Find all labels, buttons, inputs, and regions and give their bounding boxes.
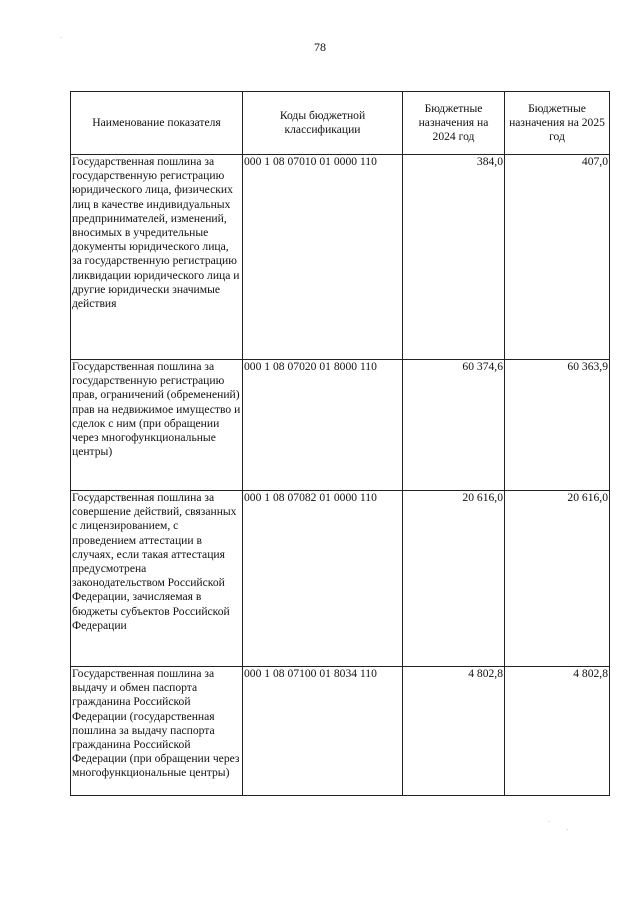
amount-2025: 20 616,0 xyxy=(505,491,610,667)
scan-speck: · xyxy=(60,34,63,42)
budget-code: 000 1 08 07100 01 8034 110 xyxy=(243,667,403,796)
amount-2024: 384,0 xyxy=(403,155,505,360)
amount-2025: 60 363,9 xyxy=(505,360,610,491)
header-2025: Бюджетные назначения на 2025 год xyxy=(505,92,610,155)
page-number: 78 xyxy=(314,40,326,54)
budget-code: 000 1 08 07010 01 0000 110 xyxy=(243,155,403,360)
indicator-name: Государственная пошлина за выдачу и обмен паспорта гражданина Российской Федерации (государственная пошлина за выдачу паспорта гражданина Российской Федерации (при обращении через многофункциональные центры) xyxy=(71,667,243,796)
header-name: Наименование показателя xyxy=(71,92,243,155)
amount-2024: 20 616,0 xyxy=(403,491,505,667)
budget-code: 000 1 08 07020 01 8000 110 xyxy=(243,360,403,491)
header-2024: Бюджетные назначения на 2024 год xyxy=(403,92,505,155)
budget-table xyxy=(70,91,610,796)
table-row xyxy=(71,155,610,360)
indicator-name: Государственная пошлина за совершение действий, связанных с лицензированием, с проведением аттестации в случаях, если такая аттестация предусмотрена законодательством Российской Федерации, зачисляемая в бюджеты субъектов Российской Федерации xyxy=(71,491,243,667)
indicator-name: Государственная пошлина за государственную регистрацию прав, ограничений (обременений) прав на недвижимое имущество и сделок с ним (при обращении через многофункциональные центры) xyxy=(71,360,243,491)
indicator-name: Государственная пошлина за государственную регистрацию юридического лица, физических лиц в качестве индивидуальных предпринимателей, изменений, вносимых в учредительные документы юридического лица, за государственную регистрацию ликвидации юридического лица и другие юридически значимые действия xyxy=(71,155,243,360)
header-code: Коды бюджетной классификации xyxy=(243,92,403,155)
table-row xyxy=(71,360,610,491)
table-row xyxy=(71,667,610,796)
amount-2025: 407,0 xyxy=(505,155,610,360)
scan-speck: · xyxy=(548,818,551,826)
amount-2025: 4 802,8 xyxy=(505,667,610,796)
scan-speck: · xyxy=(566,826,569,834)
budget-code: 000 1 08 07082 01 0000 110 xyxy=(243,491,403,667)
table-row xyxy=(71,491,610,667)
header-row xyxy=(71,92,610,155)
amount-2024: 60 374,6 xyxy=(403,360,505,491)
amount-2024: 4 802,8 xyxy=(403,667,505,796)
